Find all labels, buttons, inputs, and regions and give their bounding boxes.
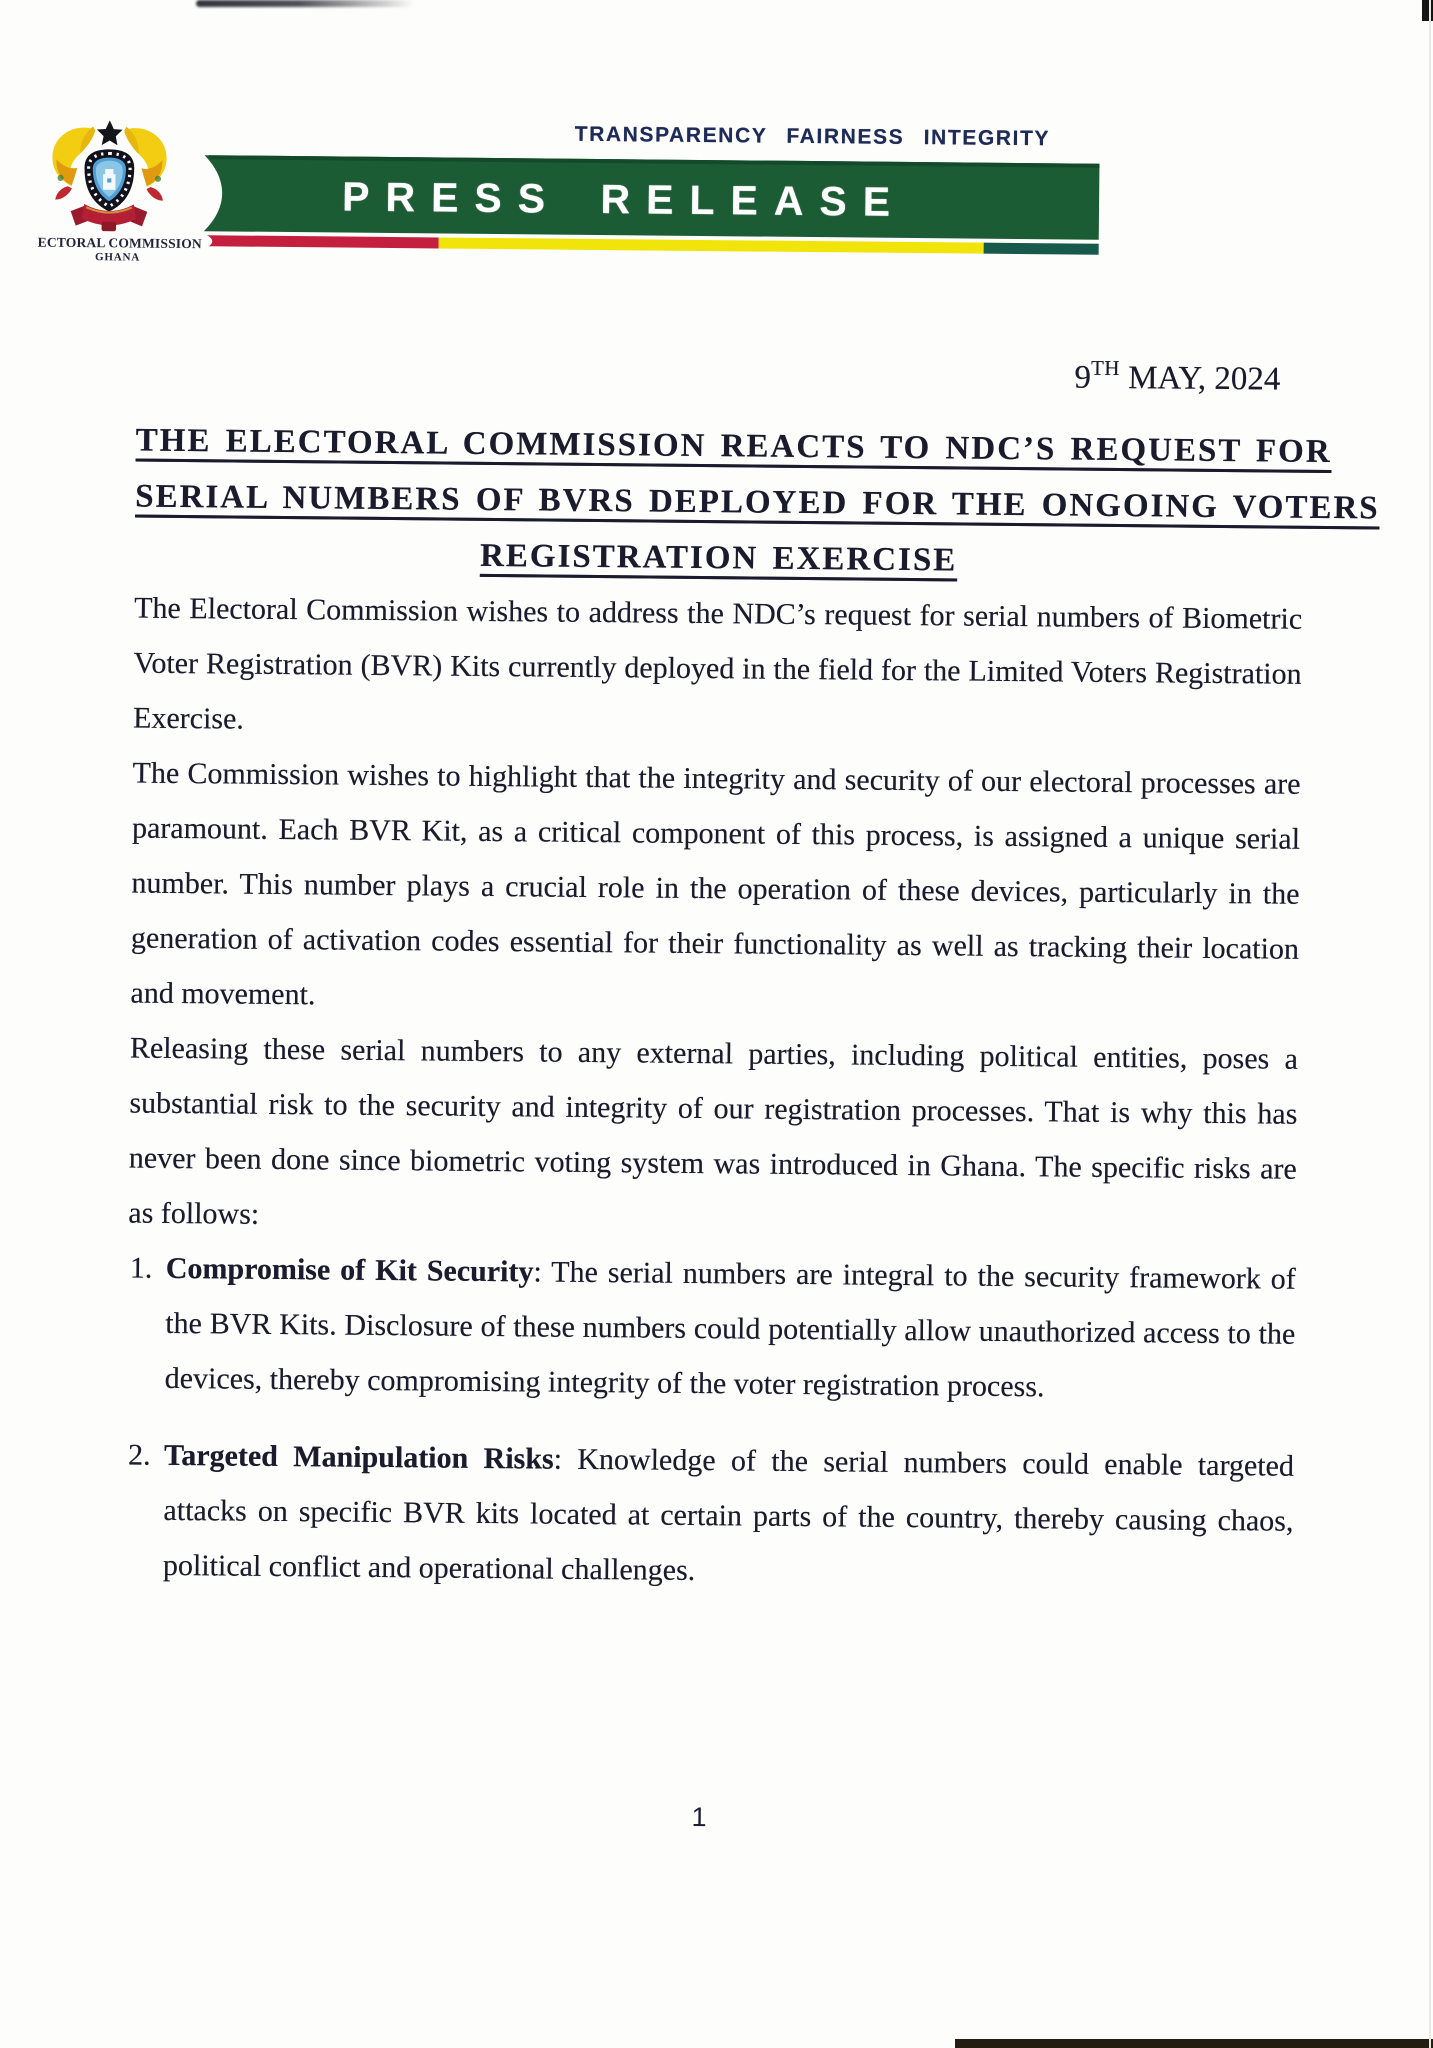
scan-bar-bottom: [955, 2039, 1433, 2048]
black-star-icon: [97, 120, 123, 145]
logo-caption-commission: ECTORAL COMMISSION: [37, 234, 203, 252]
list-number-2: 2.: [127, 1438, 151, 1472]
ec-ghana-logo: [37, 118, 203, 264]
list-lead-1: Compromise of Kit Security: [165, 1251, 534, 1289]
document-title: [134, 413, 1380, 592]
shield-icon: [84, 149, 134, 212]
risk-list: [125, 1241, 1296, 1604]
banner-title: PRESS RELEASE: [341, 173, 907, 225]
scan-mark-top-right: [1422, 0, 1433, 21]
press-release-banner: [194, 153, 1104, 260]
date-day: 9: [1074, 359, 1092, 396]
logo-caption-ghana: GHANA: [94, 251, 141, 264]
logo-caption: [37, 234, 203, 264]
list-lead-2: Targeted Manipulation Risks: [163, 1438, 554, 1476]
scan-edge-right: [1429, 0, 1431, 2048]
document-body: [125, 413, 1380, 1604]
page-number: 1: [691, 1801, 707, 1833]
title-line-2: SERIAL NUMBERS OF BVRS DEPLOYED FOR THE ONGOING VOTERS: [135, 478, 1380, 527]
list-number-1: 1.: [129, 1251, 153, 1285]
date-ordinal: TH: [1090, 355, 1121, 380]
title-line-1: THE ELECTORAL COMMISSION REACTS TO NDC’S REQUEST FOR: [135, 422, 1332, 471]
date-line: [0, 345, 1281, 398]
paragraph-1: The Electoral Commission wishes to address the NDC’s request for serial numbers of Biometric Voter Registration (BVR) Kits currently deployed in the field for the Limited Voters Registration Exercise.: [132, 591, 1303, 736]
paragraph-2: The Commission wishes to highlight that the integrity and security of our electoral processes are paramount. Each BVR Kit, as a critical component of this process, is assigned a unique serial number. This number plays a crucial role in the operation of these devices, particularly in the generation of activation codes essential for their functionality as well as tracking their location and movement.: [130, 756, 1301, 1012]
title-line-3: REGISTRATION EXERCISE: [479, 537, 958, 579]
stripe-teal: [984, 243, 1099, 255]
list-item-1: [127, 1241, 1297, 1417]
motto-text: TRANSPARENCY FAIRNESS INTEGRITY: [574, 122, 1051, 151]
list-body-1: : The serial numbers are integral to the security framework of the BVR Kits. Disclosure of these numbers could potentially allow unauthorized access to the devices, thereby compromising integrity of the voter registration process.: [164, 1255, 1296, 1404]
paragraph-3: Releasing these serial numbers to any external parties, including political entities, poses a substantial risk to the security and integrity of our registration processes. That is why this has never been done since biometric voting system was introduced in Ghana. The specific risks are as follows:: [128, 1031, 1299, 1231]
list-body-2: : Knowledge of the serial numbers could enable targeted attacks on specific BVR kits located at certain parts of the country, thereby causing chaos, political conflict and operational challenges.: [162, 1442, 1295, 1587]
list-item-2: [125, 1428, 1295, 1604]
stripe-red: [207, 235, 439, 248]
scan-smudge-top: [196, 0, 424, 7]
date-rest: MAY, 2024: [1119, 360, 1281, 398]
coat-of-arms-icon: [44, 118, 175, 235]
